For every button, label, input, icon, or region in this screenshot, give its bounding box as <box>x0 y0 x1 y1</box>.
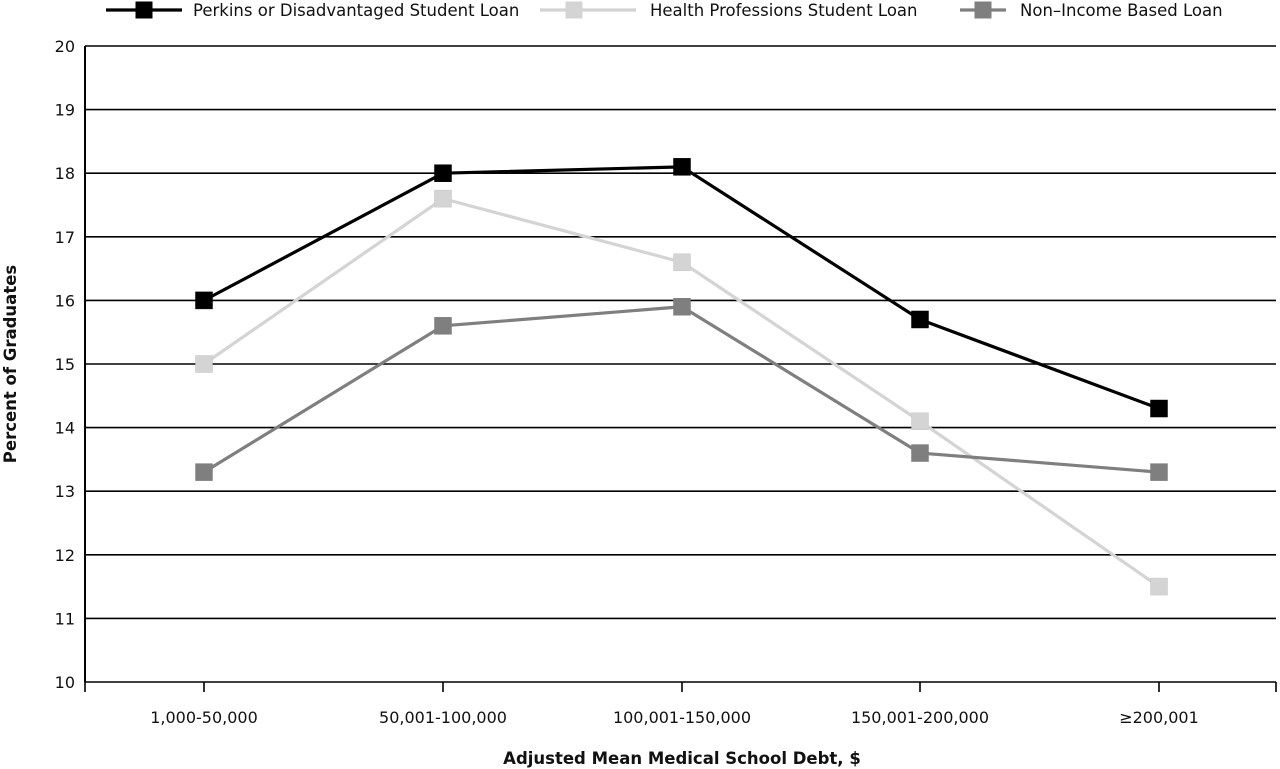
y-tick-label: 15 <box>54 355 75 374</box>
y-axis-title: Percent of Graduates <box>1 264 20 464</box>
series-0 <box>196 158 1168 417</box>
data-point <box>1151 578 1168 595</box>
y-tick-label: 11 <box>54 609 75 629</box>
x-axis-title: Adjusted Mean Medical School Debt, $ <box>503 749 861 768</box>
legend-item-1 <box>540 1 918 20</box>
data-point <box>912 445 929 462</box>
data-point <box>912 413 929 430</box>
y-tick-label: 18 <box>54 164 75 184</box>
data-point <box>196 356 213 373</box>
y-tick-label: 12 <box>54 545 75 565</box>
legend-item-0 <box>106 1 519 20</box>
legend-swatch-marker <box>975 2 992 19</box>
legend <box>106 1 1223 20</box>
gridlines <box>85 46 1276 682</box>
y-axis-ticks <box>55 37 75 692</box>
legend-label: Health Professions Student Loan <box>650 1 918 20</box>
y-tick-label: 13 <box>54 482 75 502</box>
data-point <box>674 158 691 175</box>
legend-label: Perkins or Disadvantaged Student Loan <box>193 1 520 20</box>
data-point <box>1151 400 1168 417</box>
series-2 <box>196 298 1168 480</box>
data-point <box>435 165 452 182</box>
axes <box>85 46 1276 692</box>
data-point <box>674 254 691 271</box>
legend-label: Non–Income Based Loan <box>1020 1 1223 20</box>
x-tick-label: 100,001-150,000 <box>612 708 752 727</box>
x-tick-label: 50,001-100,000 <box>379 708 507 727</box>
data-point <box>435 190 452 207</box>
x-tick-label: 150,001-200,000 <box>850 708 990 727</box>
x-tick-label: 1,000-50,000 <box>150 708 258 727</box>
legend-item-2 <box>960 1 1223 20</box>
y-tick-label: 17 <box>54 227 75 247</box>
legend-swatch-marker <box>566 2 583 19</box>
series-1 <box>196 190 1168 595</box>
data-point <box>435 317 452 334</box>
series-line <box>204 307 1159 472</box>
series-line <box>204 167 1159 409</box>
x-axis-ticks <box>150 708 1199 727</box>
y-tick-label: 19 <box>54 100 75 120</box>
data-point <box>1151 464 1168 481</box>
data-point <box>912 311 929 328</box>
y-tick-label: 20 <box>54 37 75 56</box>
y-tick-label: 10 <box>54 673 75 692</box>
data-point <box>196 464 213 481</box>
legend-swatch-marker <box>136 2 153 19</box>
x-tick-label: ≥200,001 <box>1119 708 1199 727</box>
series-layer <box>196 158 1168 595</box>
y-tick-label: 14 <box>54 418 75 438</box>
data-point <box>674 298 691 315</box>
data-point <box>196 292 213 309</box>
y-tick-label: 16 <box>54 291 75 311</box>
